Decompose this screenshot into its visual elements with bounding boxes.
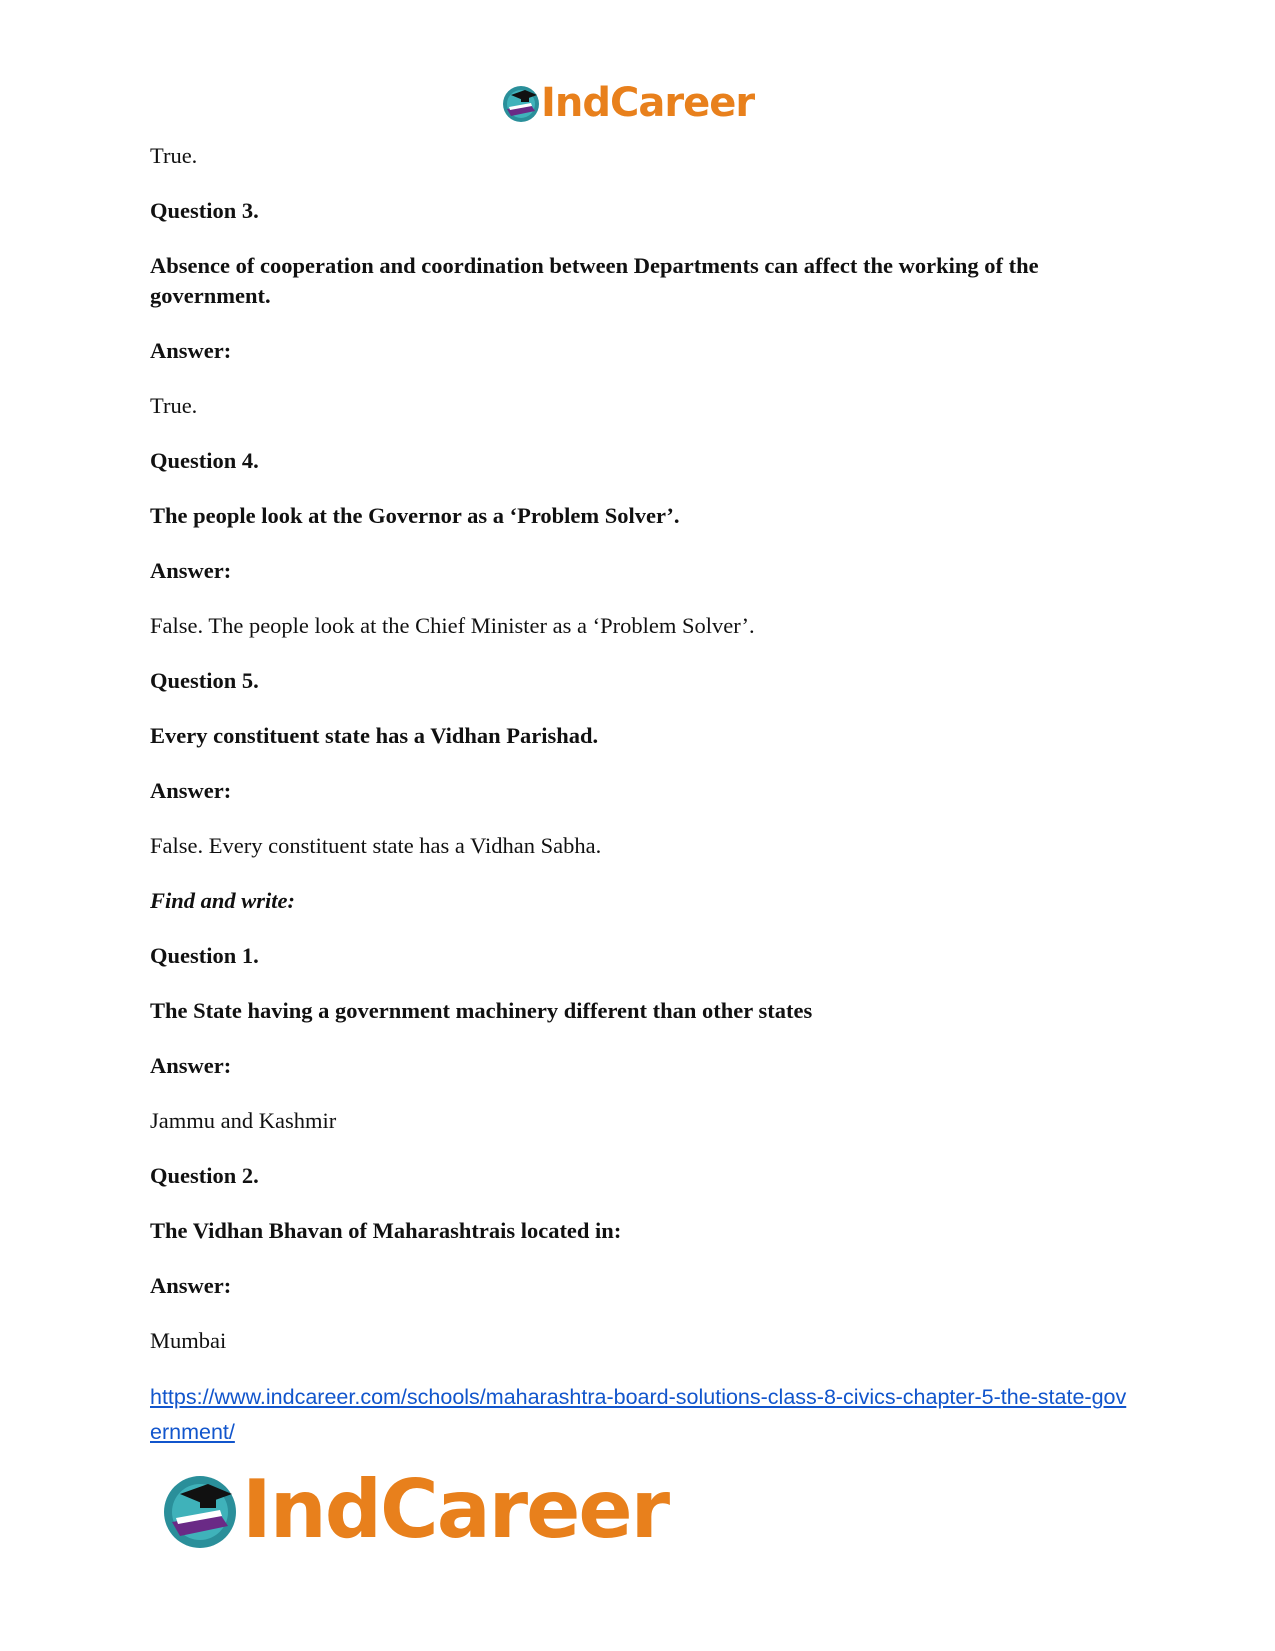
question-text: Absence of cooperation and coordination between Departments can affect the working of the government. xyxy=(150,253,1039,308)
graduation-book-globe-icon xyxy=(501,83,541,123)
question-text: Question 1. xyxy=(150,943,259,968)
paragraph-gap xyxy=(150,1301,1130,1326)
paragraph-gap xyxy=(150,806,1130,831)
question-text: Find and write: xyxy=(150,888,296,913)
paragraph-gap xyxy=(150,696,1130,721)
paragraph-gap xyxy=(150,366,1130,391)
answer-text: True. xyxy=(150,393,198,418)
question-text: Answer: xyxy=(150,558,232,583)
paragraph-gap xyxy=(150,641,1130,666)
paragraph-gap xyxy=(150,421,1130,446)
answer-text: False. The people look at the Chief Minister as a ‘Problem Solver’. xyxy=(150,613,755,638)
question-text: Every constituent state has a Vidhan Parishad. xyxy=(150,723,599,748)
graduation-book-globe-icon xyxy=(160,1470,240,1550)
answer-text: Mumbai xyxy=(150,1328,227,1353)
paragraph-gap xyxy=(150,586,1130,611)
paragraph-gap xyxy=(150,751,1130,776)
question-text: Answer: xyxy=(150,778,232,803)
header-logo-text: IndCareer xyxy=(541,80,755,126)
question-text: Answer: xyxy=(150,1053,232,1078)
source-url-link[interactable]: https://www.indcareer.com/schools/maharashtra-board-solutions-class-8-civics-chapter-5-the-state-government/ xyxy=(150,1385,1127,1444)
paragraph-gap xyxy=(150,1026,1130,1051)
question-text: Answer: xyxy=(150,338,232,363)
paragraph-gap xyxy=(150,1136,1130,1161)
paragraph-gap xyxy=(150,171,1130,196)
paragraph-gap xyxy=(150,916,1130,941)
header-logo xyxy=(501,80,754,126)
paragraph-gap xyxy=(150,531,1130,556)
question-text: The Vidhan Bhavan of Maharashtrais located in: xyxy=(150,1218,622,1243)
paragraph-gap xyxy=(150,1191,1130,1216)
question-text: Question 4. xyxy=(150,448,259,473)
footer-logo xyxy=(160,1463,669,1556)
paragraph-gap xyxy=(150,1246,1130,1271)
answer-text: False. Every constituent state has a Vidhan Sabha. xyxy=(150,833,602,858)
question-text: Answer: xyxy=(150,1273,232,1298)
paragraph-gap xyxy=(150,476,1130,501)
question-text: Question 2. xyxy=(150,1163,259,1188)
document-body xyxy=(150,141,1130,1356)
paragraph-gap xyxy=(150,311,1130,336)
question-text: The State having a government machinery different than other states xyxy=(150,998,813,1023)
paragraph-gap xyxy=(150,226,1130,251)
paragraph-gap xyxy=(150,971,1130,996)
question-text: The people look at the Governor as a ‘Problem Solver’. xyxy=(150,503,680,528)
answer-text: True. xyxy=(150,143,198,168)
question-text: Question 3. xyxy=(150,198,259,223)
answer-text: Jammu and Kashmir xyxy=(150,1108,337,1133)
paragraph-gap xyxy=(150,861,1130,886)
paragraph-gap xyxy=(150,1081,1130,1106)
footer-logo-text: IndCareer xyxy=(242,1463,669,1556)
question-text: Question 5. xyxy=(150,668,259,693)
